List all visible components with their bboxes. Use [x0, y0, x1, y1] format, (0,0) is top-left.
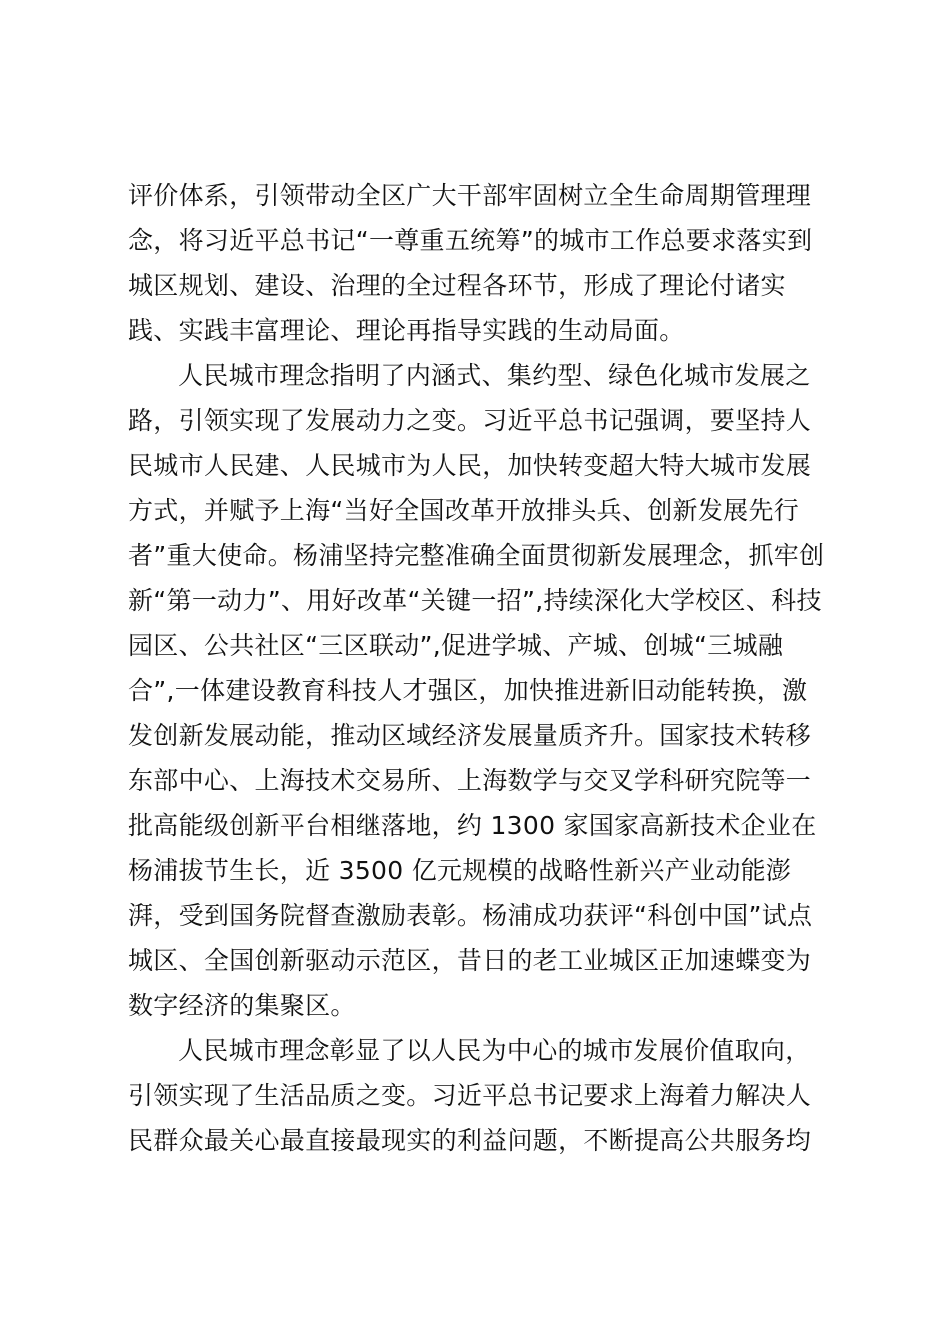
text-line: 合”,一体建设教育科技人才强区，加快推进新旧动能转换，激	[128, 676, 808, 705]
text-line: 城区、全国创新驱动示范区，昔日的老工业城区正加速蝶变为	[128, 946, 812, 975]
text-line: 新“第一动力”、用好改革“关键一招”,持续深化大学校区、科技	[128, 586, 822, 615]
paragraph-first-line: 人民城市理念指明了内涵式、集约型、绿色化城市发展之	[178, 361, 811, 390]
text-line: 引领实现了生活品质之变。习近平总书记要求上海着力解决人	[128, 1081, 812, 1110]
paragraph-first-line: 人民城市理念彰显了以人民为中心的城市发展价值取向，	[178, 1036, 811, 1065]
text-line: 者”重大使命。杨浦坚持完整准确全面贯彻新发展理念，抓牢创	[128, 541, 825, 570]
text-line: 园区、公共社区“三区联动”,促进学城、产城、创城“三城融	[128, 631, 784, 660]
text-line: 东部中心、上海技术交易所、上海数学与交叉学科研究院等一	[128, 766, 812, 795]
text-line: 评价体系，引领带动全区广大干部牢固树立全生命周期管理理	[128, 181, 812, 210]
text-line: 方式，并赋予上海“当好全国改革开放排头兵、创新发展先行	[128, 496, 800, 525]
text-line: 念，将习近平总书记“一尊重五统筹”的城市工作总要求落实到	[128, 226, 813, 255]
text-line: 路，引领实现了发展动力之变。习近平总书记强调，要坚持人	[128, 406, 812, 435]
body-text	[128, 173, 828, 1163]
text-line: 民群众最关心最直接最现实的利益问题，不断提高公共服务均	[128, 1126, 812, 1155]
text-line: 民城市人民建、人民城市为人民，加快转变超大特大城市发展	[128, 451, 812, 480]
text-line: 杨浦拔节生长，近 3500 亿元规模的战略性新兴产业动能澎	[128, 856, 792, 885]
text-line: 数字经济的集聚区。	[128, 991, 356, 1020]
text-line: 发创新发展动能，推动区域经济发展量质齐升。国家技术转移	[128, 721, 812, 750]
text-line: 践、实践丰富理论、理论再指导实践的生动局面。	[128, 316, 685, 345]
text-line: 湃，受到国务院督查激励表彰。杨浦成功获评“科创中国”试点	[128, 901, 813, 930]
text-line: 批高能级创新平台相继落地，约 1300 家国家高新技术企业在	[128, 811, 817, 840]
text-line: 城区规划、建设、治理的全过程各环节，形成了理论付诸实	[128, 271, 786, 300]
